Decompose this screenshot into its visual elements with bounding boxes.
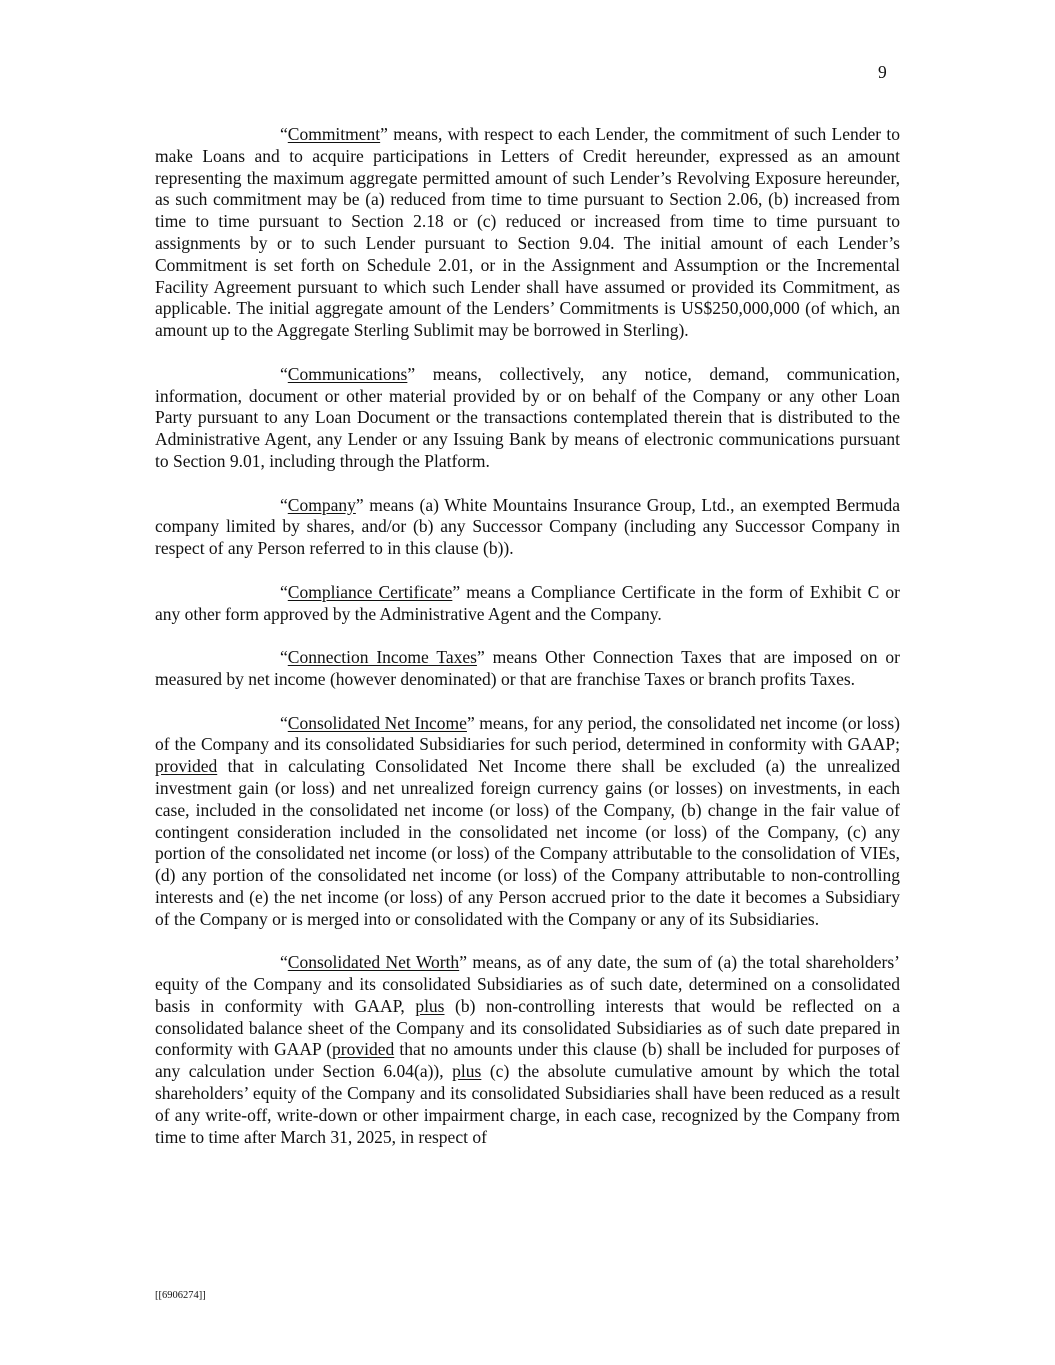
underlined-word: provided xyxy=(155,756,218,777)
definition-communications xyxy=(155,364,900,473)
definition-consolidated-net-worth xyxy=(155,952,900,1148)
open-quote: “ xyxy=(280,124,288,144)
defined-term: Consolidated Net Worth xyxy=(287,952,460,973)
definition-text: ” means a Compliance Certificate in the form of Exhibit C or any other form approved by the Administrative Agent and the Company. xyxy=(155,581,901,624)
definition-text: ” means Other Connection Taxes that are imposed on or measured by net income (however denominated) or that are franchise Taxes or branch profits Taxes. xyxy=(155,647,901,689)
page-number: 9 xyxy=(878,62,887,82)
defined-term: Compliance Certificate xyxy=(287,581,453,602)
defined-term: Communications xyxy=(287,363,408,384)
definitions-body xyxy=(155,124,900,1170)
definition-text: ” means, as of any date, the sum of (a) the total shareholders’ equity of the Company and its consolidated Subsidiaries as of such date, determined on a consolidated basis in conformity with GAAP, xyxy=(155,952,900,1016)
open-quote: “ xyxy=(280,363,288,384)
defined-term: Commitment xyxy=(287,124,381,144)
open-quote: “ xyxy=(280,494,288,515)
definition-text: ” means (a) White Mountains Insurance Group, Ltd., an exempted Bermuda company limited by shares, and/or (b) any Successor Company (including any Successor Company in respect of any Person referred to in this clause (b)). xyxy=(155,494,900,559)
definition-connection-income-taxes xyxy=(155,647,900,691)
document-id-footer: [[6906274]] xyxy=(155,1290,206,1301)
open-quote: “ xyxy=(280,581,288,602)
open-quote: “ xyxy=(280,647,288,668)
underlined-word: plus xyxy=(452,1061,482,1082)
definition-text: that no amounts under this clause (b) shall be included for purposes of any calculation under Section 6.04(a)), xyxy=(155,1039,900,1082)
open-quote: “ xyxy=(280,952,288,973)
definition-text: ” means, collectively, any notice, demand, communication, information, document or other material provided by or on behalf of the Company or any other Loan Party pursuant to any Loan Document or the transactions contemplated therein that is distributed to the Administrative Agent, any Lender or any Issuing Bank by means of electronic communications pursuant to Section 9.01, including through the Platform. xyxy=(155,363,900,471)
definition-text: (c) the absolute cumulative amount by which the total shareholders’ equity of the Company and its consolidated Subsidiaries shall have been reduced as a result of any write-off, write-down or other impairment charge, in each case, recognized by the Company from time to time after March 31, 2025, in respect of xyxy=(155,1061,900,1147)
open-quote: “ xyxy=(280,712,288,733)
definition-text: (b) non-controlling interests that would be reflected on a consolidated balance sheet of the Company and its consolidated Subsidiaries as of such date prepared in conformity with GAAP ( xyxy=(155,995,900,1060)
underlined-word: provided xyxy=(332,1039,395,1060)
defined-term: Connection Income Taxes xyxy=(287,647,477,668)
defined-term: Consolidated Net Income xyxy=(287,712,467,733)
definition-company xyxy=(155,495,900,560)
underlined-word: plus xyxy=(415,995,445,1016)
definition-text: that in calculating Consolidated Net Income there shall be excluded (a) the unrealized investment gain (or loss) and net unrealized foreign currency gains (or losses) on investments, in each case, included in the consolidated net income (or loss) of the Company, (b) change in the fair value of contingent consideration included in the consolidated net income (or loss) of the Company, (c) any portion of the consolidated net income (or loss) of the Company attributable to the consolidation of VIEs, (d) any portion of the consolidated net income (or loss) of the Company attributable to non-controlling interests and (e) the net income (or loss) of any Person accrued prior to the date it becomes a Subsidiary of the Company or is merged into or consolidated with the Company or any of its Subsidiaries. xyxy=(155,756,900,929)
definition-commitment xyxy=(155,124,900,342)
definition-consolidated-net-income xyxy=(155,713,900,931)
definition-compliance-certificate xyxy=(155,582,900,626)
definition-text: ” means, with respect to each Lender, the commitment of such Lender to make Loans and to acquire participations in Letters of Credit hereunder, expressed as an amount representing the maximum aggregate permitted amount of such Lender’s Revolving Exposure hereunder, as such commitment may be (a) reduced from time to time pursuant to Section 2.06, (b) increased from time to time pursuant to Section 2.18 or (c) reduced or increased from time to time pursuant to assignments by or to such Lender pursuant to Section 9.04. The initial amount of each Lender’s Commitment is set forth on Schedule 2.01, or in the Assignment and Assumption or the Incremental Facility Agreement pursuant to which such Lender shall have assumed or provided its Commitment, as applicable. The initial aggregate amount of the Lenders’ Commitments is US$250,000,000 (of which, an amount up to the Aggregate Sterling Sublimit may be borrowed in Sterling). xyxy=(155,124,900,341)
definition-text: ” means, for any period, the consolidated net income (or loss) of the Company and its consolidated Subsidiaries for such period, determined in conformity with GAAP; xyxy=(155,712,900,755)
defined-term: Company xyxy=(287,494,356,515)
